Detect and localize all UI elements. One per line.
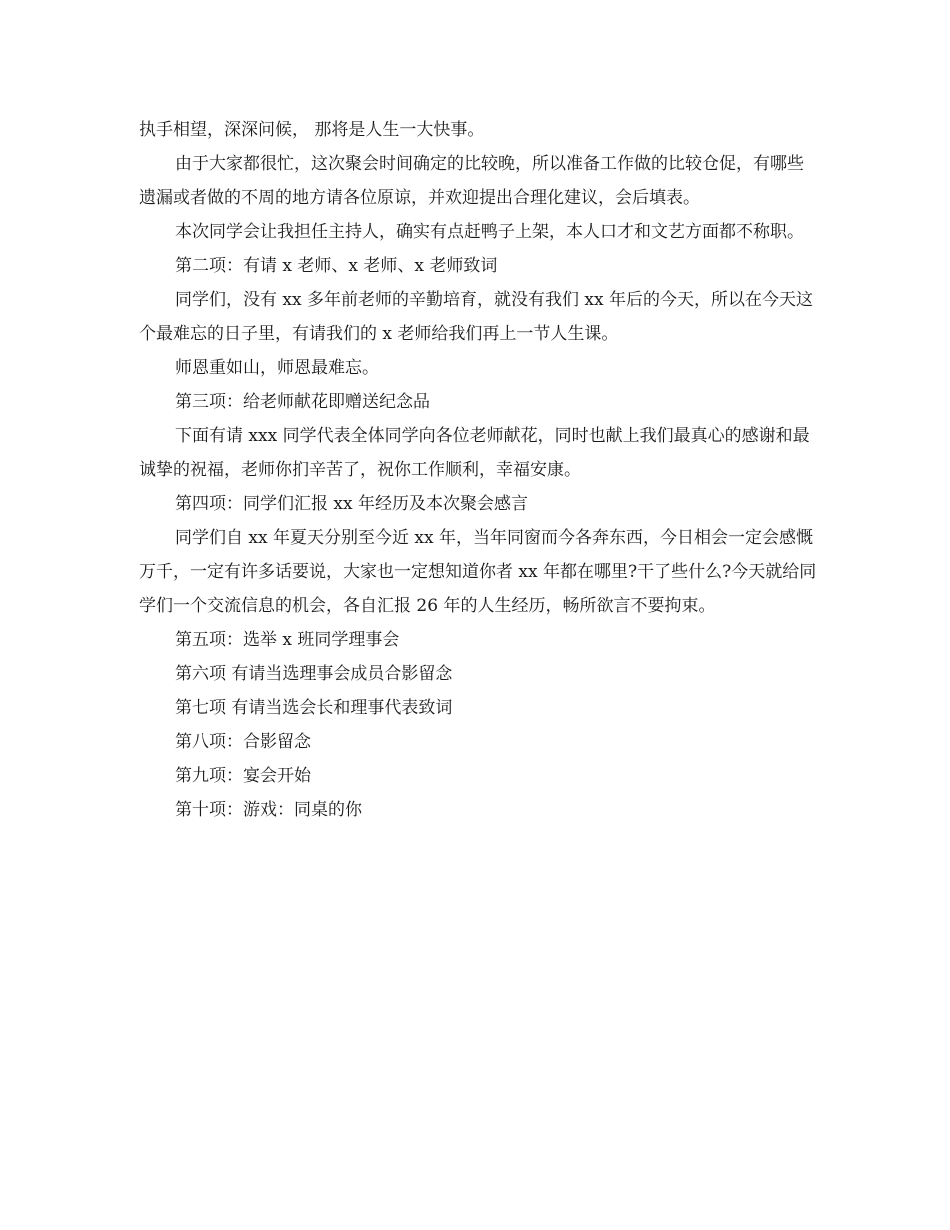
paragraph: 下面有请 xxx 同学代表全体同学向各位老师献花，同时也献上我们最真心的感谢和最诚挚的祝福，老师你扪辛苦了，祝你工作顺利，幸福安康。 bbox=[139, 426, 810, 480]
document-body bbox=[139, 113, 819, 827]
section-heading: 第六项 有请当选理事会成员合影留念 bbox=[175, 664, 453, 684]
section-heading: 第七项 有请当选会长和理事代表致词 bbox=[175, 698, 453, 718]
paragraph: 同学们，没有 xx 多年前老师的辛勤培育，就没有我们 xx 年后的今天，所以在今天这个最难忘的日子里，有请我们的 x 老师给我们再上一节人生课。 bbox=[139, 290, 813, 344]
section-heading: 第四项：同学们汇报 xx 年经历及本次聚会感言 bbox=[175, 494, 528, 514]
section-heading: 第五项：选举 x 班同学理事会 bbox=[175, 630, 400, 650]
section-heading: 第十项：游戏：同桌的你 bbox=[175, 800, 362, 820]
paragraph: 本次同学会让我担任主持人，确实有点赶鸭子上架，本人口才和文艺方面都不称职。 bbox=[175, 222, 804, 242]
section-heading: 第二项：有请 x 老师、x 老师、x 老师致词 bbox=[175, 256, 498, 276]
paragraph: 师恩重如山，师恩最难忘。 bbox=[175, 358, 379, 378]
paragraph: 由于大家都很忙，这次聚会时间确定的比较晚，所以准备工作做的比较仓促，有哪些遗漏或者做的不周的地方请各位原谅，并欢迎提出合理化建议，会后填表。 bbox=[139, 154, 804, 208]
section-heading: 第九项：宴会开始 bbox=[175, 766, 311, 786]
section-heading: 第三项：给老师献花即赠送纪念品 bbox=[175, 392, 430, 412]
paragraph: 同学们自 xx 年夏天分别至今近 xx 年，当年同窗而今各奔东西，今日相会一定会感慨万千，一定有许多话要说，大家也一定想知道你者 xx 年都在哪里?干了些什么?今天就给同学们一个交流信息的机会，各自汇报 26 年的人生经历，畅所欲言不要拘束。 bbox=[139, 528, 817, 616]
section-heading: 第八项：合影留念 bbox=[175, 732, 311, 752]
paragraph: 执手相望，深深问候， 那将是人生一大快事。 bbox=[139, 120, 485, 140]
